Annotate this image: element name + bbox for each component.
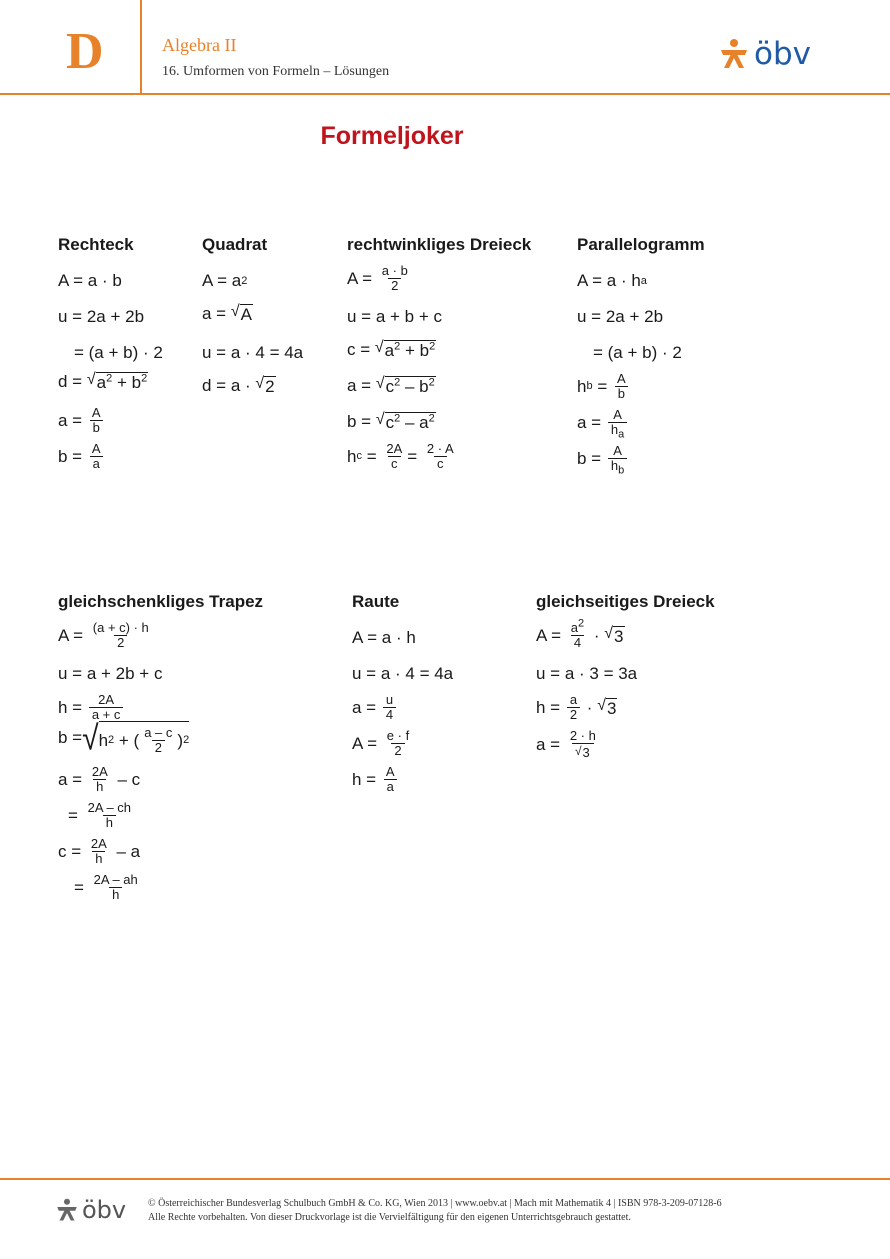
formula: d = √ $a^2 + b^2$ bbox=[58, 371, 148, 392]
formula: u = a · 4 = 4a bbox=[352, 664, 454, 683]
footer-logo bbox=[55, 1198, 126, 1222]
formula: A = a · b 2 bbox=[347, 263, 408, 293]
formula: b = A a bbox=[58, 442, 106, 470]
formula: A = a · b bbox=[58, 271, 122, 290]
formula: d = a · √ 2 bbox=[202, 375, 275, 396]
publisher-logo bbox=[718, 35, 811, 72]
formula: h = A a bbox=[352, 765, 400, 793]
formula: A = a 2 bbox=[202, 271, 248, 290]
formula: h b = A b bbox=[577, 372, 631, 400]
formula: A = a · h bbox=[352, 628, 416, 647]
chapter-title: 16. Umformen von Formeln – Lösungen bbox=[162, 64, 390, 79]
formula: h c = 2A c = 2 · A c bbox=[347, 441, 454, 471]
subject-title: Algebra II bbox=[162, 35, 237, 55]
formula: a = 2 · h √ 3 bbox=[536, 728, 596, 760]
header-rule bbox=[0, 93, 890, 95]
section-heading: rechtwinkliges Dreieck bbox=[347, 235, 532, 254]
formula: = 2A – ch h bbox=[68, 800, 132, 830]
formula: u = 2a + 2b bbox=[58, 307, 145, 326]
section-heading: Quadrat bbox=[202, 235, 268, 254]
section-heading: Parallelogramm bbox=[577, 235, 705, 254]
formula: h = 2A a + c bbox=[58, 693, 125, 721]
logo-text: öbv bbox=[82, 1196, 127, 1224]
formula: = 2A – ah h bbox=[74, 872, 138, 902]
section-heading: Raute bbox=[352, 592, 400, 611]
star-icon bbox=[718, 38, 750, 70]
formula: u = a + 2b + c bbox=[58, 664, 163, 683]
formula: u = a · 4 = 4a bbox=[202, 343, 304, 362]
star-icon bbox=[55, 1198, 79, 1222]
formula: a = A $h_a$ bbox=[577, 408, 629, 436]
formula: = (a + b) · 2 bbox=[74, 343, 163, 362]
logo-text: öbv bbox=[754, 35, 811, 72]
chapter-letter: D bbox=[66, 23, 104, 80]
footer-rule bbox=[0, 1178, 890, 1180]
formula: u = a + b + c bbox=[347, 307, 442, 326]
copyright-notice bbox=[148, 1197, 722, 1224]
section-heading: gleichschenkliges Trapez bbox=[58, 592, 264, 611]
section-heading: gleichseitiges Dreieck bbox=[536, 592, 715, 611]
header-divider bbox=[140, 0, 142, 94]
formula: a = u 4 bbox=[352, 693, 398, 721]
formula: u = 2a + 2b bbox=[577, 307, 664, 326]
formula: b = A $h_b$ bbox=[577, 444, 629, 472]
formula: A = $a^2$ 4 · √ 3 bbox=[536, 617, 624, 650]
copyright-line: © Österreichischer Bundesverlag Schulbuch GmbH & Co. KG, Wien 2013 | www.oebv.at | Mach mit Mathematik 4 | ISBN 978-3-209-07128-6 bbox=[148, 1198, 722, 1209]
formula: a = A b bbox=[58, 406, 106, 434]
formula: A = e · f 2 bbox=[352, 728, 410, 758]
formula: A = a · h a bbox=[577, 271, 647, 290]
formula: a = √ A bbox=[202, 303, 252, 324]
formula: = (a + b) · 2 bbox=[593, 343, 682, 362]
formula: c = √ $a^2 + b^2$ bbox=[347, 339, 436, 360]
rights-line: Alle Rechte vorbehalten. Von dieser Druckvorlage ist die Vervielfältigung für den eigenen Unterrichtsgebrauch gestattet. bbox=[148, 1211, 631, 1223]
formula: h = a 2 · √ 3 bbox=[536, 692, 617, 722]
formula: u = a · 3 = 3a bbox=[536, 664, 638, 683]
formula: c = 2A h – a bbox=[58, 836, 141, 866]
section-heading: Rechteck bbox=[58, 235, 134, 254]
page-title: Formeljoker bbox=[320, 122, 464, 150]
formula: b = √ h 2 + ( a – c 2 ) 2 bbox=[58, 719, 190, 758]
formula: a = 2A h – c bbox=[58, 764, 141, 794]
formula: a = √ $c^2 - b^2$ bbox=[347, 375, 435, 396]
formula: A = (a + c) · h 2 bbox=[58, 620, 149, 650]
formula: b = √ $c^2 - a^2$ bbox=[347, 411, 435, 432]
